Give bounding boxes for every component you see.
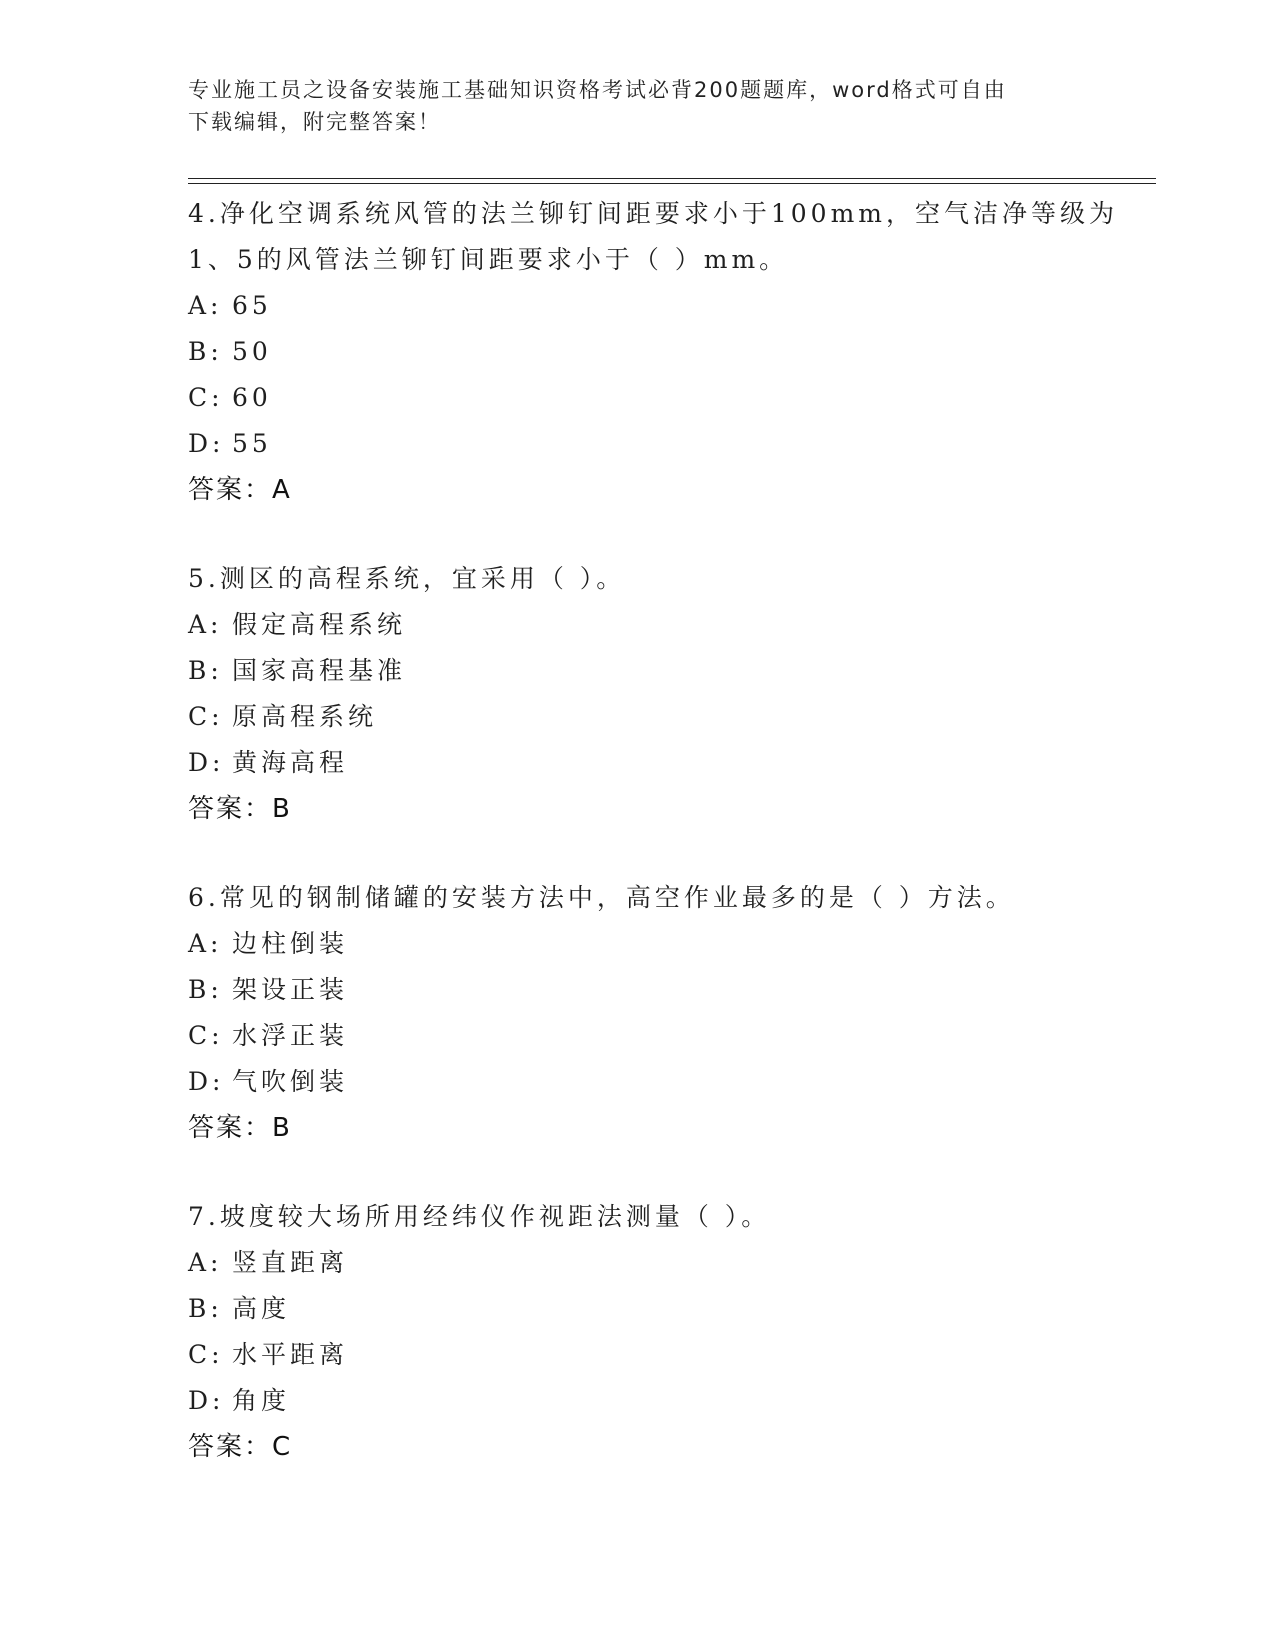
option-d <box>188 1378 1088 1424</box>
option-c <box>188 1332 1088 1378</box>
question-stem: 6.常见的钢制储罐的安装方法中，高空作业最多的是（ ）方法。 <box>188 883 1015 912</box>
option-text: 高度 <box>232 1294 291 1323</box>
option-letter: D: <box>188 1386 225 1415</box>
option-letter: A: <box>188 291 223 320</box>
option-letter: A: <box>188 929 223 958</box>
option-text: 竖直距离 <box>232 1248 349 1277</box>
option-letter: B: <box>188 1294 223 1323</box>
option-text: 水浮正装 <box>232 1021 349 1050</box>
answer-line: 答案：C <box>188 1432 293 1462</box>
document-header <box>188 74 1068 138</box>
option-d <box>188 421 1088 467</box>
option-letter: B: <box>188 975 223 1004</box>
option-text: 50 <box>232 337 272 366</box>
question-stem: 4.净化空调系统风管的法兰铆钉间距要求小于100mm，空气洁净等级为 <box>188 199 1118 228</box>
option-b <box>188 648 1088 694</box>
option-c <box>188 375 1088 421</box>
option-text: 黄海高程 <box>232 748 349 777</box>
option-letter: D: <box>188 429 225 458</box>
option-d <box>188 1059 1088 1105</box>
option-a <box>188 283 1088 329</box>
header-line-2: 下载编辑，附完整答案！ <box>188 110 441 134</box>
question-list <box>188 191 1118 1513</box>
option-text: 气吹倒装 <box>232 1067 349 1096</box>
option-text: 60 <box>232 383 272 412</box>
header-divider-top <box>188 178 1156 179</box>
option-letter: C: <box>188 1340 224 1369</box>
answer-line: 答案：B <box>188 1113 292 1143</box>
option-text: 边柱倒装 <box>232 929 349 958</box>
answer-line: 答案：B <box>188 794 292 824</box>
option-text: 水平距离 <box>232 1340 349 1369</box>
option-letter: C: <box>188 702 224 731</box>
option-b <box>188 967 1088 1013</box>
option-a <box>188 602 1088 648</box>
option-text: 65 <box>232 291 272 320</box>
option-text: 55 <box>232 429 272 458</box>
header-line-1: 专业施工员之设备安装施工基础知识资格考试必背200题题库，word格式可自由 <box>188 78 1007 102</box>
option-text: 原高程系统 <box>232 702 378 731</box>
option-text: 国家高程基准 <box>232 656 407 685</box>
option-letter: C: <box>188 383 224 412</box>
option-text: 架设正装 <box>232 975 349 1004</box>
option-letter: D: <box>188 748 225 777</box>
option-letter: A: <box>188 1248 223 1277</box>
option-text: 角度 <box>232 1386 291 1415</box>
option-b <box>188 329 1088 375</box>
option-a <box>188 921 1088 967</box>
option-letter: C: <box>188 1021 224 1050</box>
option-letter: A: <box>188 610 223 639</box>
question-item <box>188 875 1088 1151</box>
answer-line: 答案：A <box>188 475 292 505</box>
option-a <box>188 1240 1088 1286</box>
question-item <box>188 556 1088 832</box>
question-item <box>188 191 1118 513</box>
question-item <box>188 1194 1088 1470</box>
option-d <box>188 740 1088 786</box>
option-letter: B: <box>188 337 223 366</box>
option-letter: D: <box>188 1067 225 1096</box>
question-stem: 7.坡度较大场所用经纬仪作视距法测量（ ）。 <box>188 1202 771 1231</box>
option-letter: B: <box>188 656 223 685</box>
header-divider-bottom <box>188 183 1156 184</box>
question-stem-continued: 1、5的风管法兰铆钉间距要求小于（ ）mm。 <box>188 245 789 274</box>
option-text: 假定高程系统 <box>232 610 407 639</box>
option-c <box>188 1013 1088 1059</box>
question-stem: 5.测区的高程系统，宜采用（ ）。 <box>188 564 626 593</box>
option-b <box>188 1286 1088 1332</box>
option-c <box>188 694 1088 740</box>
